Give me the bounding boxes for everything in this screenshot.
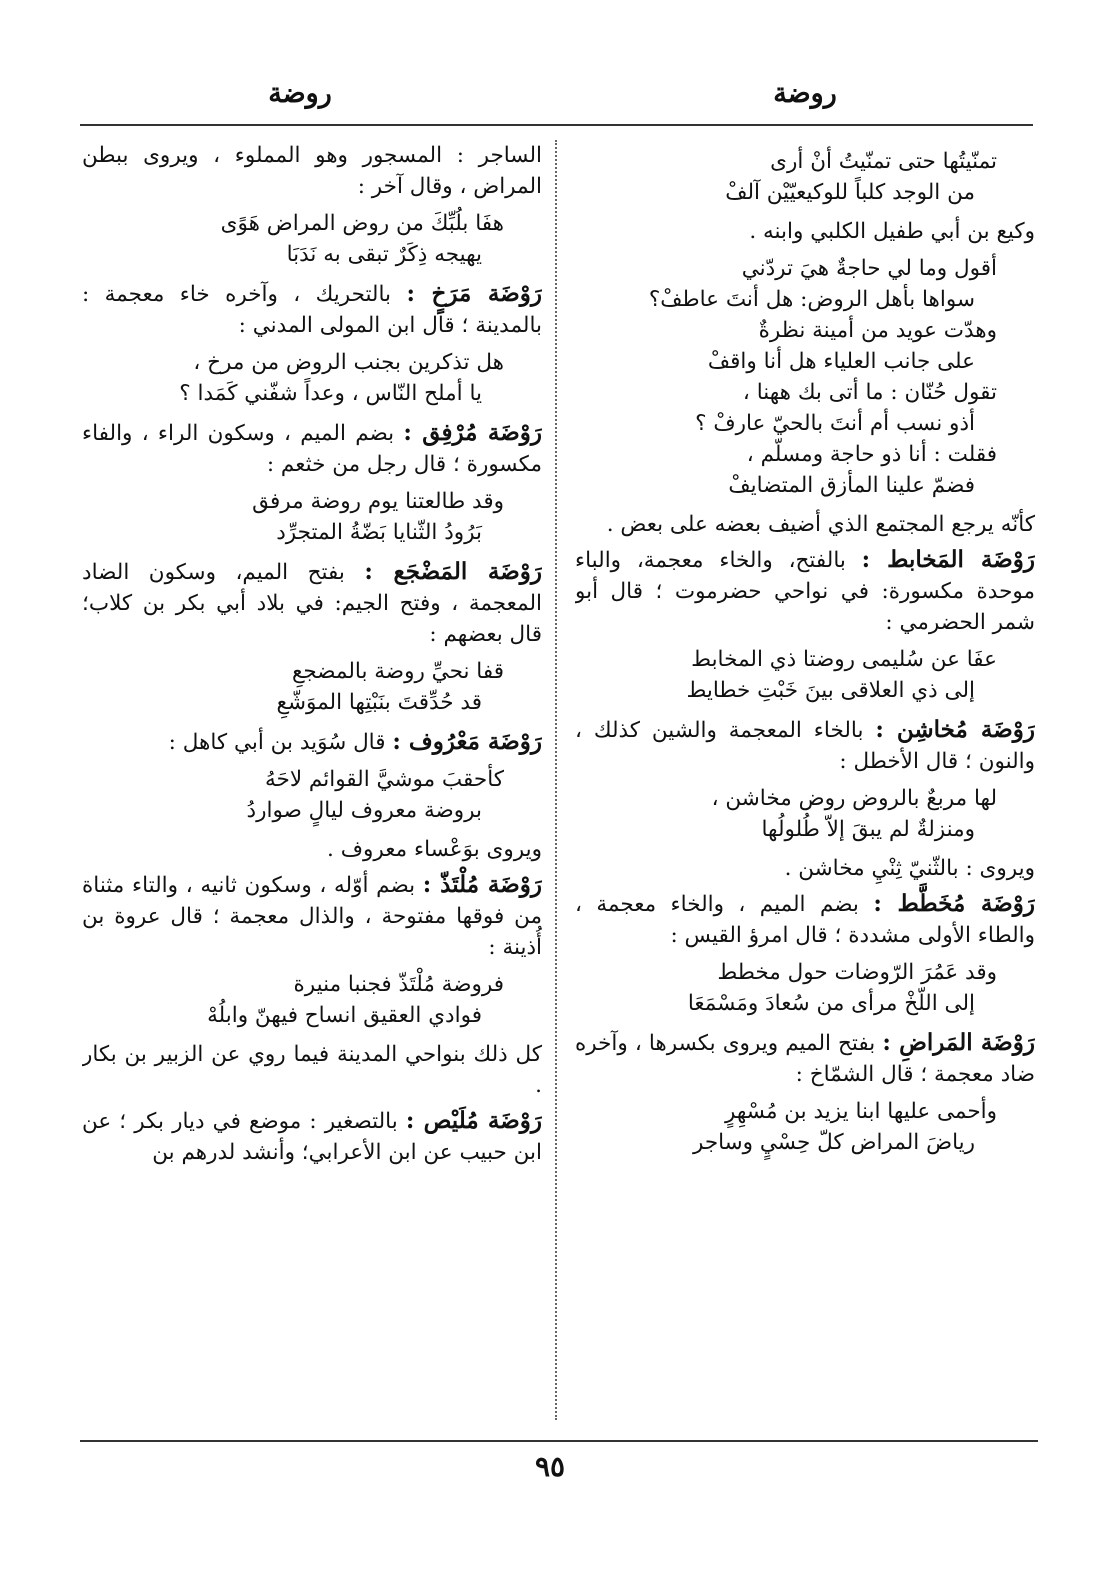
- paragraph: ويروى : بالثّنيّ ثِنْيِ مخاشن .: [784, 856, 1035, 881]
- paragraph: كأنّه يرجع المجتمع الذي أضيف بعضه على بعض .: [606, 512, 1035, 537]
- verse-block: [575, 644, 1035, 706]
- dictionary-entry: [575, 888, 1035, 951]
- entry-headword: رَوْضَة المَضْجَع :: [364, 558, 542, 585]
- page-header: [0, 0, 1099, 125]
- verse-line: هفَا بلُبِّكَ من روض المراض هَوًى: [220, 211, 504, 236]
- entry-headword: رَوْضَة المَخابط :: [861, 546, 1035, 573]
- column-divider: [555, 140, 557, 1420]
- entry-text: بفتح الميم، وسكون الضاد المعجمة ، وفتح الجيم: في بلاد أبي بكر بن كلاب؛ قال بعضهم :: [82, 560, 542, 647]
- verse-line: قفا نحيِّ روضة بالمضجعِ: [291, 659, 504, 684]
- verse-line: رياضَ المراض كلّ حِسْيٍ وساجر: [692, 1130, 975, 1155]
- dictionary-entry: [82, 869, 542, 963]
- verse-block: [82, 208, 542, 270]
- verse-line: تمنّيتُها حتى تمنّيتُ أنْ أرى: [770, 149, 997, 174]
- dictionary-entry: [575, 1027, 1035, 1090]
- running-head-left: روضة: [268, 78, 332, 109]
- page-number: ٩٥: [534, 1450, 566, 1483]
- verse-block: [82, 969, 542, 1031]
- verse-block: [575, 957, 1035, 1019]
- verse-line: فضمّ علينا المأزق المتضايفْ: [728, 473, 975, 498]
- verse-line: وهدّت عويد من أمينة نظرةٌ: [758, 318, 997, 343]
- entry-text: بضم الميم ، والخاء معجمة ، والطاء الأولى مشددة ؛ قال امرؤ القيس :: [575, 892, 1035, 948]
- right-column: [575, 140, 1035, 1430]
- verse-line: أقول وما لي حاجةٌ هيَ تردّني: [741, 256, 997, 281]
- dictionary-entry: [82, 417, 542, 480]
- verse-line: أذو نسب أم أنتَ بالحيّ عارفْ ؟: [695, 411, 975, 436]
- entry-headword: رَوْضَة مُلْتَذّ :: [422, 871, 542, 898]
- verse-line: هل تذكرين بجنب الروض من مرخ ،: [193, 350, 504, 375]
- paragraph: كل ذلك بنواحي المدينة فيما روي عن الزبير بن بكار .: [82, 1042, 542, 1098]
- verse-line: فقلت : أنا ذو حاجة ومسلّم ،: [746, 442, 997, 467]
- entry-text: بالتحريك ، وآخره خاء معجمة : بالمدينة ؛ قال ابن المولى المدني :: [82, 282, 542, 338]
- entry-text: بضم أوّله ، وسكون ثانيه ، والتاء مثناة من فوقها مفتوحة ، والذال معجمة ؛ قال عروة بن أُذينة :: [82, 873, 542, 960]
- entry-headword: رَوْضَة المَراضِ :: [882, 1029, 1035, 1056]
- entry-text: بالتصغير : موضع في ديار بكر ؛ عن ابن حبيب عن ابن الأعرابي؛ وأنشد لدرهم بن: [82, 1109, 542, 1165]
- dictionary-entry: [82, 1105, 542, 1168]
- footer-rule: [80, 1440, 1038, 1442]
- verse-line: بروضة معروف ليالٍ صواردُ: [246, 798, 482, 823]
- entry-text: قال سُوَيد بن أبي كاهل :: [168, 730, 386, 755]
- verse-line: فروضة مُلْتَذّ فجنبا منيرة: [293, 972, 504, 997]
- verse-line: يا أملح النّاس ، وعداً شفّني كَمَدا ؟: [179, 381, 482, 406]
- entry-headword: رَوْضَة مُرْفِق :: [403, 419, 542, 446]
- dictionary-entry: [82, 726, 542, 758]
- verse-block: [575, 253, 1035, 501]
- left-column: [82, 140, 542, 1430]
- verse-line: يهيجه ذِكَرٌ تبقى به نَدَبَا: [286, 242, 482, 267]
- entry-text: بفتح الميم ويروى بكسرها ، وآخره ضاد معجمة ؛ قال الشمّاخ :: [575, 1031, 1035, 1087]
- verse-line: من الوجد كلباً للوكيعيّيْن آلفْ: [725, 180, 975, 205]
- entry-text: بالفتح، والخاء معجمة، والباء موحدة مكسورة: في نواحي حضرموت ؛ قال أبو شمر الحضرمي :: [575, 548, 1035, 635]
- verse-block: [575, 783, 1035, 845]
- header-rule: [80, 124, 1033, 126]
- verse-line: إلى ذي العلاقى بينَ خَبْتِ خطايط: [686, 678, 975, 703]
- verse-line: سواها بأهل الروض: هل أنتَ عاطفْ؟: [648, 287, 975, 312]
- entry-text: بضم الميم ، وسكون الراء ، والفاء مكسورة ؛ قال رجل من خثعم :: [82, 421, 542, 477]
- verse-block: [82, 486, 542, 548]
- paragraph: ويروى بوَعْساء معروف .: [327, 837, 542, 862]
- verse-block: [575, 1096, 1035, 1158]
- dictionary-entry: [575, 714, 1035, 777]
- entry-headword: رَوْضَة مَعْرُوف :: [392, 728, 542, 755]
- verse-line: على جانب العلياء هل أنا واقفْ: [707, 349, 975, 374]
- verse-line: وقد طالعتنا يوم روضة مرفق: [252, 489, 504, 514]
- paragraph: وكيع بن أبي طفيل الكلبي وابنه .: [749, 219, 1035, 244]
- entry-headword: رَوْضَة مَرَخٍ :: [406, 280, 542, 307]
- verse-block: [82, 764, 542, 826]
- verse-line: بَرُودُ الثّنايا بَضّةُ المتجرِّد: [276, 520, 482, 545]
- verse-block: [82, 656, 542, 718]
- entry-headword: رَوْضَة مُلَيْص :: [405, 1107, 542, 1134]
- dictionary-entry: [82, 278, 542, 341]
- verse-line: تقول حُنّان : ما أتى بك ههنا ،: [742, 380, 997, 405]
- verse-line: لها مربعٌ بالروض روض مخاشن ،: [711, 786, 997, 811]
- dictionary-entry: [575, 544, 1035, 638]
- dictionary-entry: [82, 556, 542, 650]
- verse-line: ومنزلةٌ لم يبقَ إلاّ طُلولُها: [761, 817, 975, 842]
- paragraph: الساجر : المسجور وهو المملوء ، ويروى ببطن المراض ، وقال آخر :: [82, 143, 542, 199]
- verse-line: وقد عَمُرَ الرّوضات حول مخطط: [717, 960, 997, 985]
- verse-line: عفَا عن سُليمى روضتا ذي المخابط: [691, 647, 997, 672]
- verse-block: [82, 347, 542, 409]
- verse-line: وأحمى عليها ابنا يزيد بن مُسْهِرٍ: [725, 1099, 997, 1124]
- verse-line: إلى اللّخْ مرأى من سُعادَ ومَسْمَعَا: [687, 991, 975, 1016]
- verse-block: [575, 146, 1035, 208]
- entry-headword: رَوْضَة مُخاشِن :: [875, 716, 1035, 743]
- entry-text: بالخاء المعجمة والشين كذلك ، والنون ؛ قال الأخطل :: [575, 718, 1035, 774]
- entry-headword: رَوْضَة مُخَطَّط :: [873, 890, 1035, 917]
- verse-line: فوادي العقيق انساح فيهنّ وابلُهْ: [207, 1003, 482, 1028]
- verse-line: كأحقبَ موشيَّ القوائم لاحَهُ: [265, 767, 504, 792]
- verse-line: قد حُدِّقتَ بنَبْتِها الموَشّعِ: [276, 690, 482, 715]
- running-head-right: روضة: [773, 78, 837, 109]
